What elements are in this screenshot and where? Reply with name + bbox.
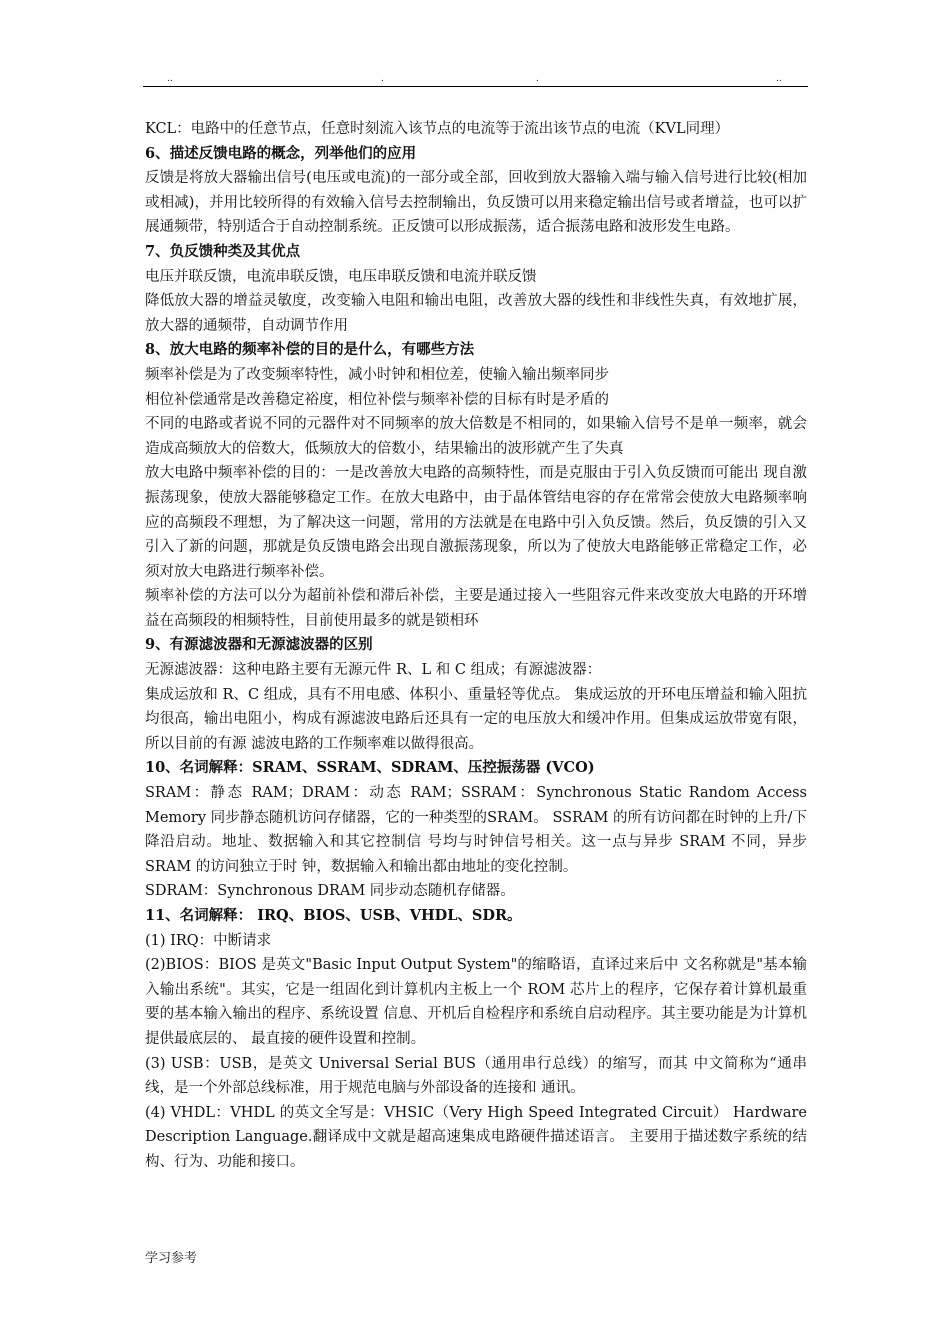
paragraph: SRAM：静态 RAM；DRAM：动态 RAM；SSRAM：Synchronous Static Random Access Memory 同步静态随机访问存储器，它的一种类型的SRAM。 SSRAM 的所有访问都在时钟的上升/下降沿启动。地址、数据输入和其它控制信 号均与时钟信号相关。这一点与异步 SRAM 不同，异步 SRAM 的访问独立于时 钟，数据输入和输出都由地址的变化控制。 <box>145 785 807 875</box>
paragraph: 反馈是将放大器输出信号(电压或电流)的一部分或全部，回收到放大器输入端与输入信号进行比较(相加或相减)，并用比较所得的有效输入信号去控制输出，负反馈可以用来稳定输出信号或者增益，也可以扩展通频带，特别适合于自动控制系统。正反馈可以形成振荡，适合振荡电路和波形发生电路。 <box>145 170 807 236</box>
paragraph: (2)BIOS：BIOS 是英文"Basic Input Output System"的缩略语，直译过来后中 文名称就是"基本输入输出系统"。其实，它是一组固化到计算机内主板上一个 ROM 芯片上的程序，它保存着计算机最重要的基本输入输出的程序、系统设置 信息、开机后自检程序和系统自启动程序。其主要功能是为计算机提供最底层的、 最直接的硬件设置和控制。 <box>145 957 807 1047</box>
paragraph: 降低放大器的增益灵敏度，改变输入电阻和输出电阻，改善放大器的线性和非线性失真，有效地扩展，放大器的通频带，自动调节作用 <box>145 293 807 334</box>
paragraph: 不同的电路或者说不同的元器件对不同频率的放大倍数是不相同的，如果输入信号不是单一频率，就会造成高频放大的倍数大，低频放大的倍数小，结果输出的波形就产生了失真 <box>145 416 807 457</box>
paragraph: 集成运放和 R、C 组成，具有不用电感、体积小、重量轻等优点。 集成运放的开环电压增益和输入阻抗均很高，输出电阻小，构成有源滤波电路后还具有一定的电压放大和缓冲作用。但集成运放带宽有限，所以目前的有源 滤波电路的工作频率难以做得很高。 <box>145 686 807 752</box>
section-heading: 10、名词解释：SRAM、SSRAM、SDRAM、压控振荡器 (VCO) <box>145 759 595 777</box>
page-footer: 学习参考 <box>145 1251 198 1266</box>
paragraph: 电压并联反馈，电流串联反馈，电压串联反馈和电流并联反馈 <box>145 268 537 285</box>
paragraph: 无源滤波器：这种电路主要有无源元件 R、L 和 C 组成；有源滤波器： <box>145 662 602 679</box>
page-header <box>143 72 808 87</box>
paragraph: 频率补偿是为了改变频率特性，减小时钟和相位差，使输入输出频率同步 <box>145 366 609 383</box>
section-heading: 8、放大电路的频率补偿的目的是什么，有哪些方法 <box>145 341 475 359</box>
paragraph: SDRAM：Synchronous DRAM 同步动态随机存储器。 <box>145 883 515 900</box>
paragraph: 频率补偿的方法可以分为超前补偿和滞后补偿，主要是通过接入一些阻容元件来改变放大电路的开环增益在高频段的相频特性，目前使用最多的就是锁相环 <box>145 588 807 629</box>
paragraph: 相位补偿通常是改善稳定裕度，相位补偿与频率补偿的目标有时是矛盾的 <box>145 391 609 408</box>
section-heading: 7、负反馈种类及其优点 <box>145 242 301 260</box>
header-mark-1: .. <box>167 74 173 84</box>
paragraph: (3) USB：USB，是英文 Universal Serial BUS（通用串行总线）的缩写，而其 中文简称为“通串线，是一个外部总线标准，用于规范电脑与外部设备的连接和 通讯。 <box>145 1055 807 1097</box>
section-heading: 11、名词解释： IRQ、BIOS、USB、VHDL、SDR。 <box>145 907 522 924</box>
header-mark-2: . <box>381 74 384 84</box>
header-mark-4: .. <box>776 74 782 84</box>
paragraph: (1) IRQ：中断请求 <box>145 932 272 949</box>
paragraph: KCL：电路中的任意节点，任意时刻流入该节点的电流等于流出该节点的电流（KVL同理） <box>145 121 730 137</box>
document-body <box>145 117 807 1175</box>
section-heading: 6、描述反馈电路的概念，列举他们的应用 <box>145 144 417 162</box>
header-mark-3: . <box>536 74 539 84</box>
paragraph: (4) VHDL：VHDL 的英文全写是：VHSIC（Very High Speed Integrated Circuit） Hardware Description Language.翻译成中文就是超高速集成电路硬件描述语言。 主要用于描述数字系统的结构、行为、功能和接口。 <box>145 1104 807 1170</box>
paragraph: 放大电路中频率补偿的目的：一是改善放大电路的高频特性，而是克服由于引入负反馈而可能出 现自激振荡现象，使放大器能够稳定工作。在放大电路中，由于晶体管结电容的存在常常会使放大电路频率响应的高频段不理想，为了解决这一问题，常用的方法就是在电路中引入负反馈。然后，负反馈的引入又引入了新的问题，那就是负反馈电路会出现自激振荡现象，所以为了使放大电路能够正常稳定工作，必须对放大电路进行频率补偿。 <box>145 465 807 580</box>
section-heading: 9、有源滤波器和无源滤波器的区别 <box>145 636 373 654</box>
